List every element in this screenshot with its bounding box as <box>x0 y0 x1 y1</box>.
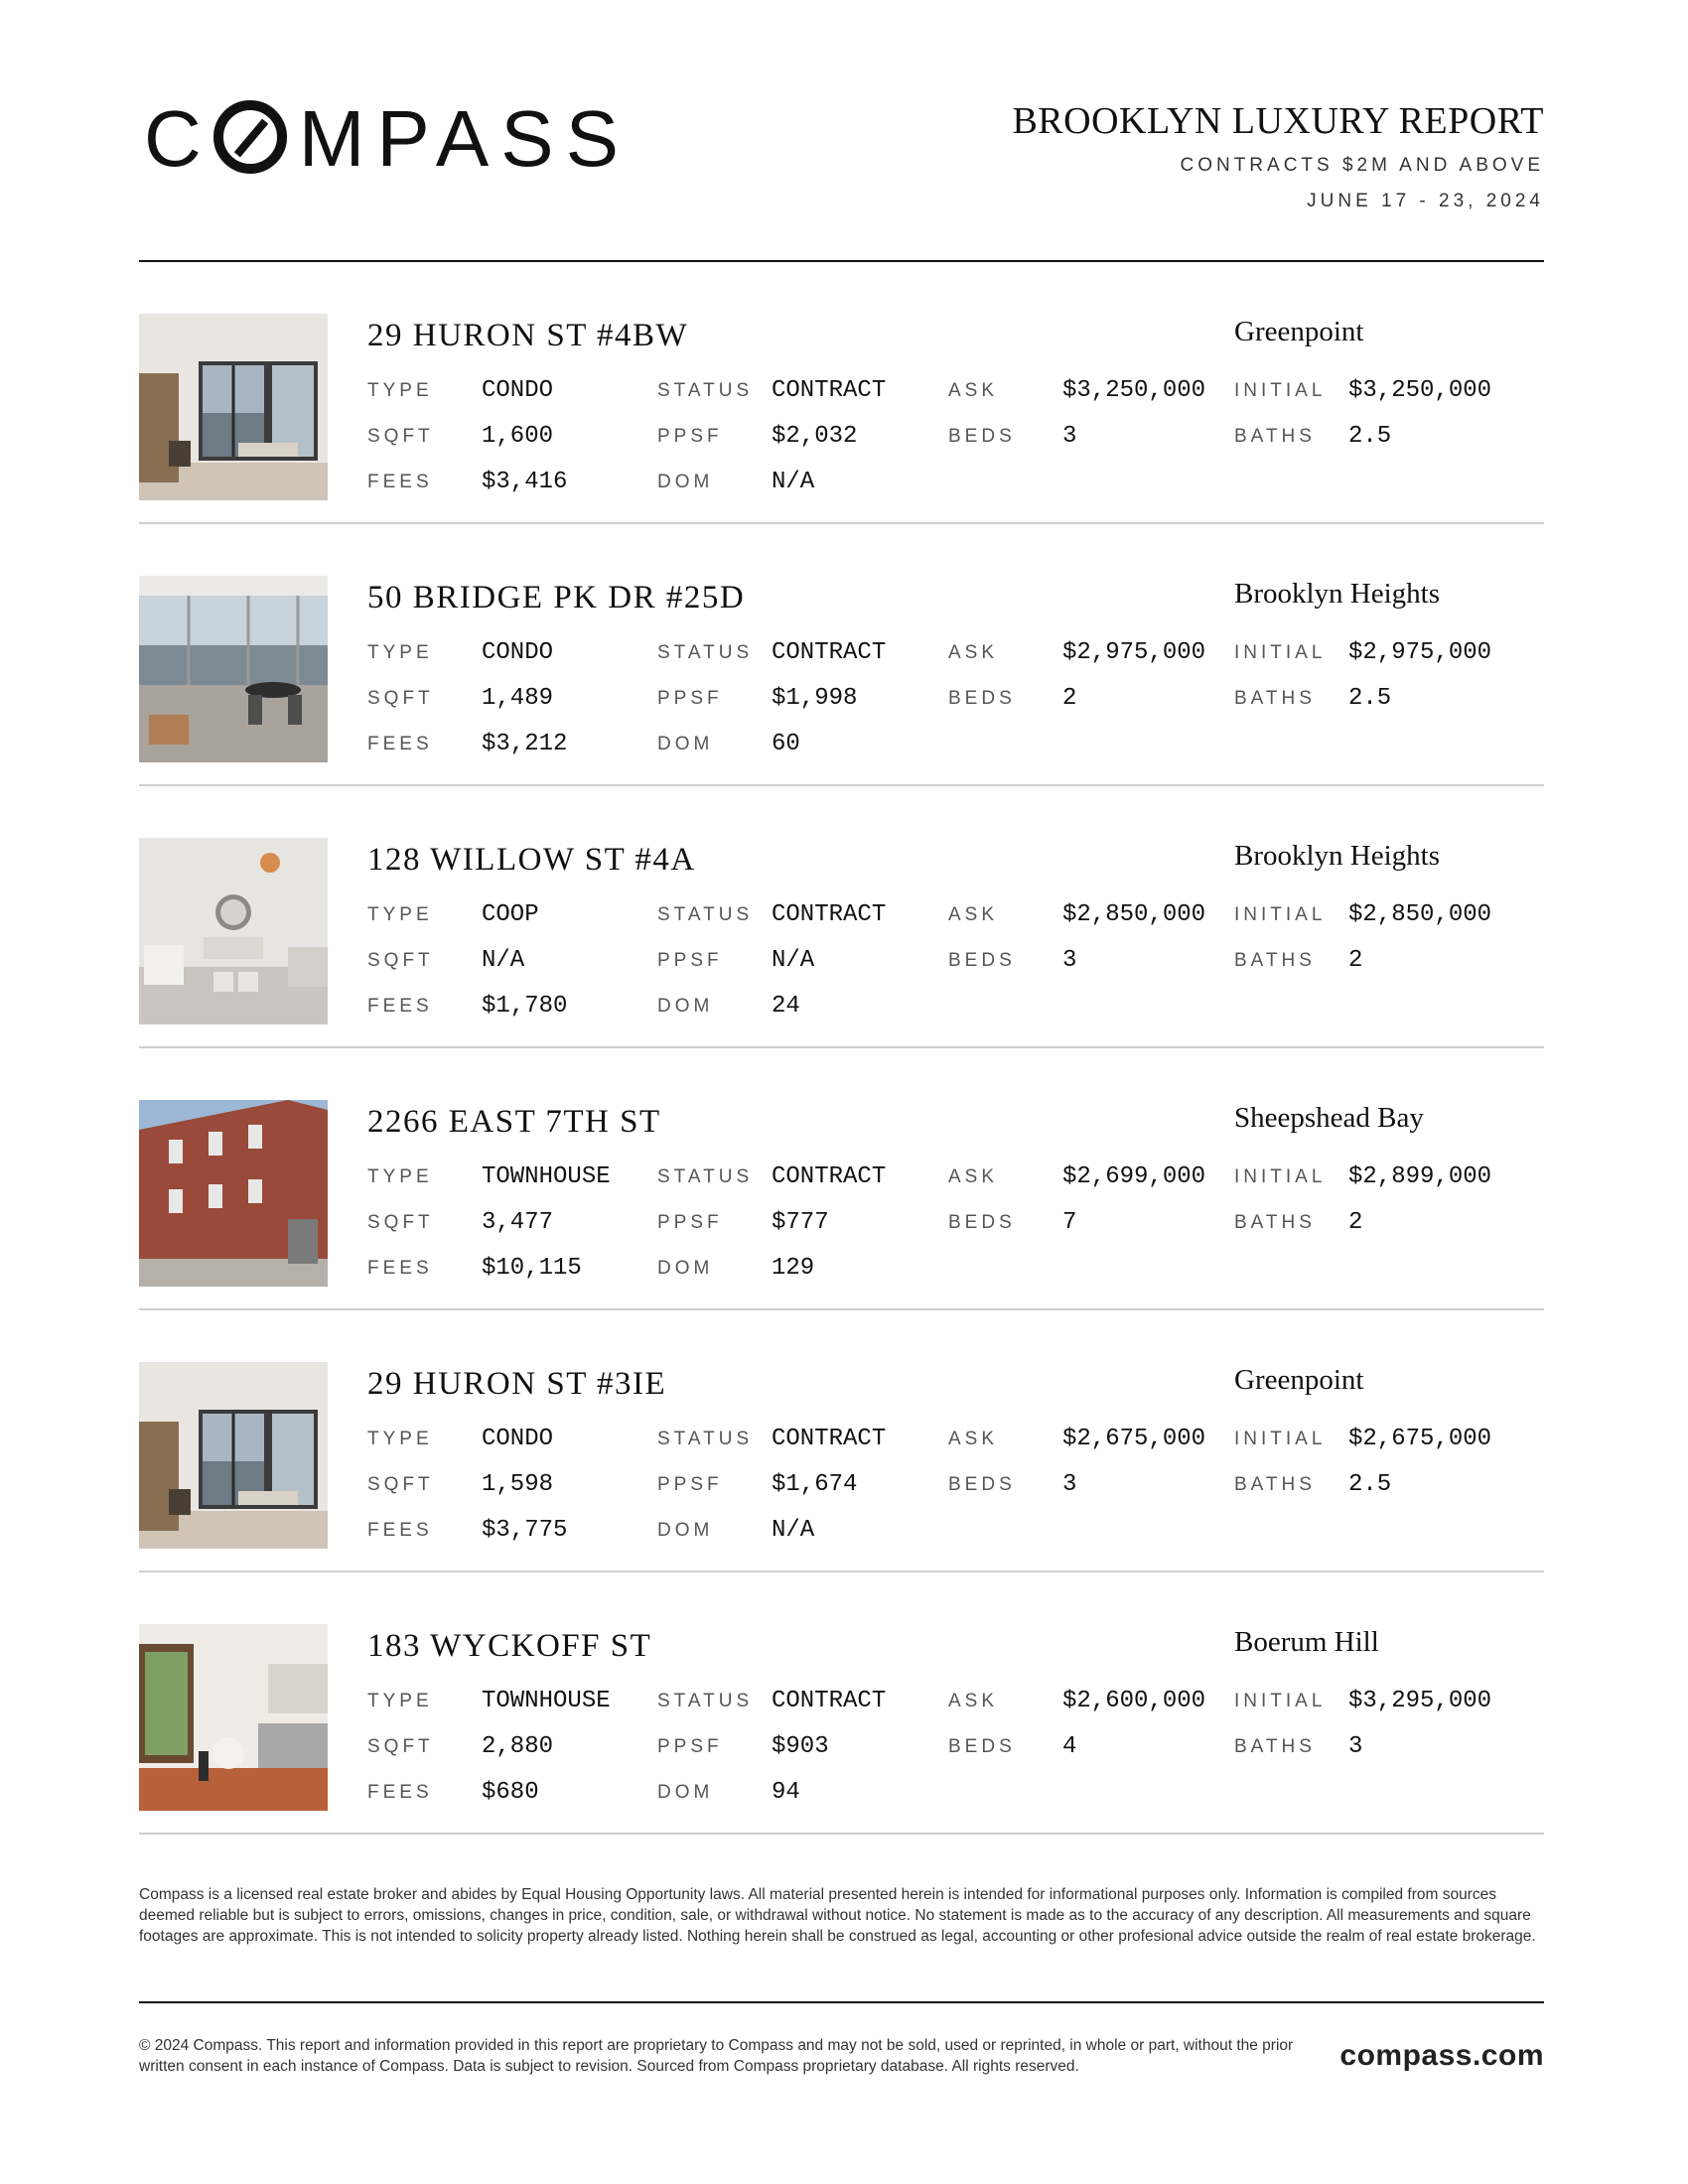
fees-label: FEES <box>367 734 433 754</box>
listing-row[interactable] <box>139 786 1544 1048</box>
fees-value: $680 <box>482 1779 539 1806</box>
dom-label: DOM <box>657 472 714 492</box>
sqft-label: SQFT <box>367 950 434 971</box>
ask-label: ASK <box>948 904 999 925</box>
status-label: STATUS <box>657 380 754 401</box>
initial-label: INITIAL <box>1234 1691 1327 1711</box>
type-label: TYPE <box>367 1166 433 1187</box>
dom-label: DOM <box>657 1520 714 1541</box>
sqft-value: N/A <box>482 947 525 974</box>
beds-label: BEDS <box>948 950 1016 971</box>
compass-logo: C MPASS <box>144 94 631 183</box>
baths-value: 3 <box>1348 1733 1363 1760</box>
ppsf-label: PPSF <box>657 426 723 447</box>
dom-value: 129 <box>772 1255 815 1282</box>
fees-value: $3,212 <box>482 731 568 757</box>
status-label: STATUS <box>657 642 754 663</box>
listing-neighborhood: Greenpoint <box>1234 1364 1364 1396</box>
website-link[interactable]: compass.com <box>1339 2039 1544 2072</box>
ppsf-label: PPSF <box>657 688 723 709</box>
status-value: CONTRACT <box>772 901 887 928</box>
ask-value: $2,850,000 <box>1062 901 1206 928</box>
status-label: STATUS <box>657 1429 754 1449</box>
beds-label: BEDS <box>948 688 1016 709</box>
fees-value: $10,115 <box>482 1255 582 1282</box>
listing-photo[interactable] <box>139 576 328 762</box>
baths-label: BATHS <box>1234 1474 1316 1495</box>
ppsf-value: $1,674 <box>772 1471 858 1498</box>
listing-photo[interactable] <box>139 1362 328 1549</box>
status-label: STATUS <box>657 1166 754 1187</box>
listing-address[interactable]: 29 HURON ST #3IE <box>367 1366 667 1402</box>
dom-label: DOM <box>657 1258 714 1279</box>
ask-value: $2,975,000 <box>1062 639 1206 666</box>
initial-label: INITIAL <box>1234 904 1327 925</box>
type-label: TYPE <box>367 1691 433 1711</box>
beds-label: BEDS <box>948 1736 1016 1757</box>
ask-value: $2,600,000 <box>1062 1688 1206 1714</box>
beds-label: BEDS <box>948 426 1016 447</box>
sqft-label: SQFT <box>367 1474 434 1495</box>
beds-value: 7 <box>1062 1209 1077 1236</box>
baths-label: BATHS <box>1234 426 1316 447</box>
initial-value: $3,250,000 <box>1348 377 1492 404</box>
listing-row[interactable] <box>139 1048 1544 1310</box>
sqft-value: 1,598 <box>482 1471 554 1498</box>
copyright: © 2024 Compass. This report and information provided in this report are proprietary to Compass and may not be sold, used or reprinted, in whole or part, without the prior written consent in each instance of Compass. Data is subject to revision. Sourced from Compass proprietary database. All rights reserved. <box>139 2037 1294 2075</box>
ask-value: $3,250,000 <box>1062 377 1206 404</box>
type-label: TYPE <box>367 380 433 401</box>
type-label: TYPE <box>367 642 433 663</box>
dom-label: DOM <box>657 996 714 1017</box>
ask-label: ASK <box>948 1429 999 1449</box>
initial-value: $2,975,000 <box>1348 639 1492 666</box>
initial-value: $3,295,000 <box>1348 1688 1492 1714</box>
ask-value: $2,699,000 <box>1062 1163 1206 1190</box>
status-label: STATUS <box>657 904 754 925</box>
ppsf-label: PPSF <box>657 1736 723 1757</box>
type-value: COOP <box>482 901 539 928</box>
ask-label: ASK <box>948 380 999 401</box>
sqft-value: 1,600 <box>482 423 554 450</box>
listing-neighborhood: Sheepshead Bay <box>1234 1102 1424 1134</box>
listing-neighborhood: Greenpoint <box>1234 316 1364 347</box>
sqft-value: 1,489 <box>482 685 554 712</box>
beds-value: 3 <box>1062 947 1077 974</box>
beds-value: 3 <box>1062 423 1077 450</box>
initial-value: $2,675,000 <box>1348 1426 1492 1452</box>
listings <box>139 262 1544 1835</box>
ask-label: ASK <box>948 1166 999 1187</box>
ppsf-label: PPSF <box>657 950 723 971</box>
listing-address[interactable]: 128 WILLOW ST #4A <box>367 842 696 878</box>
baths-label: BATHS <box>1234 1212 1316 1233</box>
type-value: CONDO <box>482 1426 554 1452</box>
initial-label: INITIAL <box>1234 380 1327 401</box>
beds-label: BEDS <box>948 1474 1016 1495</box>
beds-value: 3 <box>1062 1471 1077 1498</box>
type-label: TYPE <box>367 1429 433 1449</box>
listing-photo[interactable] <box>139 1624 328 1811</box>
listing-neighborhood: Brooklyn Heights <box>1234 578 1441 610</box>
initial-value: $2,850,000 <box>1348 901 1492 928</box>
fees-label: FEES <box>367 1520 433 1541</box>
fees-label: FEES <box>367 1258 433 1279</box>
dom-label: DOM <box>657 1782 714 1803</box>
fees-value: $1,780 <box>482 993 568 1020</box>
dom-value: 94 <box>772 1779 800 1806</box>
type-label: TYPE <box>367 904 433 925</box>
sqft-label: SQFT <box>367 1736 434 1757</box>
ppsf-value: $777 <box>772 1209 829 1236</box>
listing-neighborhood: Brooklyn Heights <box>1234 840 1441 872</box>
report-subtitle: CONTRACTS $2M AND ABOVE <box>1180 155 1544 176</box>
sqft-value: 3,477 <box>482 1209 554 1236</box>
sqft-label: SQFT <box>367 426 434 447</box>
type-value: TOWNHOUSE <box>482 1163 611 1190</box>
type-value: CONDO <box>482 639 554 666</box>
dom-value: 60 <box>772 731 800 757</box>
status-value: CONTRACT <box>772 1688 887 1714</box>
initial-value: $2,899,000 <box>1348 1163 1492 1190</box>
fees-label: FEES <box>367 472 433 492</box>
ask-value: $2,675,000 <box>1062 1426 1206 1452</box>
report-header <box>139 94 1544 228</box>
ppsf-label: PPSF <box>657 1474 723 1495</box>
ppsf-value: $1,998 <box>772 685 858 712</box>
baths-label: BATHS <box>1234 688 1316 709</box>
ppsf-value: $903 <box>772 1733 829 1760</box>
baths-value: 2 <box>1348 947 1363 974</box>
ppsf-label: PPSF <box>657 1212 723 1233</box>
listing-address[interactable]: 183 WYCKOFF ST <box>367 1628 652 1664</box>
compass-o-icon <box>213 100 287 174</box>
fees-label: FEES <box>367 1782 433 1803</box>
fees-value: $3,416 <box>482 469 568 495</box>
dom-value: N/A <box>772 1517 815 1544</box>
status-value: CONTRACT <box>772 1426 887 1452</box>
listing-address[interactable]: 2266 EAST 7TH ST <box>367 1104 661 1140</box>
beds-label: BEDS <box>948 1212 1016 1233</box>
listing-photo[interactable] <box>139 314 328 500</box>
dom-label: DOM <box>657 734 714 754</box>
listing-row[interactable] <box>139 1572 1544 1835</box>
sqft-label: SQFT <box>367 688 434 709</box>
ask-label: ASK <box>948 1691 999 1711</box>
listing-row[interactable] <box>139 262 1544 524</box>
dom-value: 24 <box>772 993 800 1020</box>
report-title: BROOKLYN LUXURY REPORT <box>1012 100 1544 142</box>
initial-label: INITIAL <box>1234 642 1327 663</box>
baths-value: 2 <box>1348 1209 1363 1236</box>
ask-label: ASK <box>948 642 999 663</box>
type-value: CONDO <box>482 377 554 404</box>
sqft-label: SQFT <box>367 1212 434 1233</box>
status-value: CONTRACT <box>772 377 887 404</box>
listing-row[interactable] <box>139 524 1544 786</box>
report-date-range: JUNE 17 - 23, 2024 <box>1307 191 1544 211</box>
status-value: CONTRACT <box>772 1163 887 1190</box>
type-value: TOWNHOUSE <box>482 1688 611 1714</box>
status-value: CONTRACT <box>772 639 887 666</box>
baths-label: BATHS <box>1234 950 1316 971</box>
baths-label: BATHS <box>1234 1736 1316 1757</box>
fees-value: $3,775 <box>482 1517 568 1544</box>
initial-label: INITIAL <box>1234 1429 1327 1449</box>
baths-value: 2.5 <box>1348 685 1392 712</box>
dom-value: N/A <box>772 469 815 495</box>
fees-label: FEES <box>367 996 433 1017</box>
listing-photo[interactable] <box>139 1100 328 1287</box>
beds-value: 4 <box>1062 1733 1077 1760</box>
sqft-value: 2,880 <box>482 1733 554 1760</box>
listing-photo[interactable] <box>139 838 328 1024</box>
ppsf-value: N/A <box>772 947 815 974</box>
baths-value: 2.5 <box>1348 423 1392 450</box>
footer-divider <box>139 2001 1544 2003</box>
disclaimer: Compass is a licensed real estate broker and abides by Equal Housing Opportunity laws. All material presented herein is intended for informational purposes only. Information is compiled from sources deemed reliable but is subject to errors, omissions, changes in price, condition, sale, or withdrawal without notice. No statement is made as to the accuracy of any description. All measurements and square footages are approximate. This is not intended to solicity property already listed. Nothing herein shall be construed as legal, accounting or other profesional advice outside the realm of real estate brokerage. <box>139 1886 1536 1945</box>
status-label: STATUS <box>657 1691 754 1711</box>
beds-value: 2 <box>1062 685 1077 712</box>
baths-value: 2.5 <box>1348 1471 1392 1498</box>
initial-label: INITIAL <box>1234 1166 1327 1187</box>
listing-row[interactable] <box>139 1310 1544 1572</box>
listing-address[interactable]: 50 BRIDGE PK DR #25D <box>367 580 746 615</box>
listing-neighborhood: Boerum Hill <box>1234 1626 1379 1658</box>
listing-address[interactable]: 29 HURON ST #4BW <box>367 318 689 353</box>
ppsf-value: $2,032 <box>772 423 858 450</box>
